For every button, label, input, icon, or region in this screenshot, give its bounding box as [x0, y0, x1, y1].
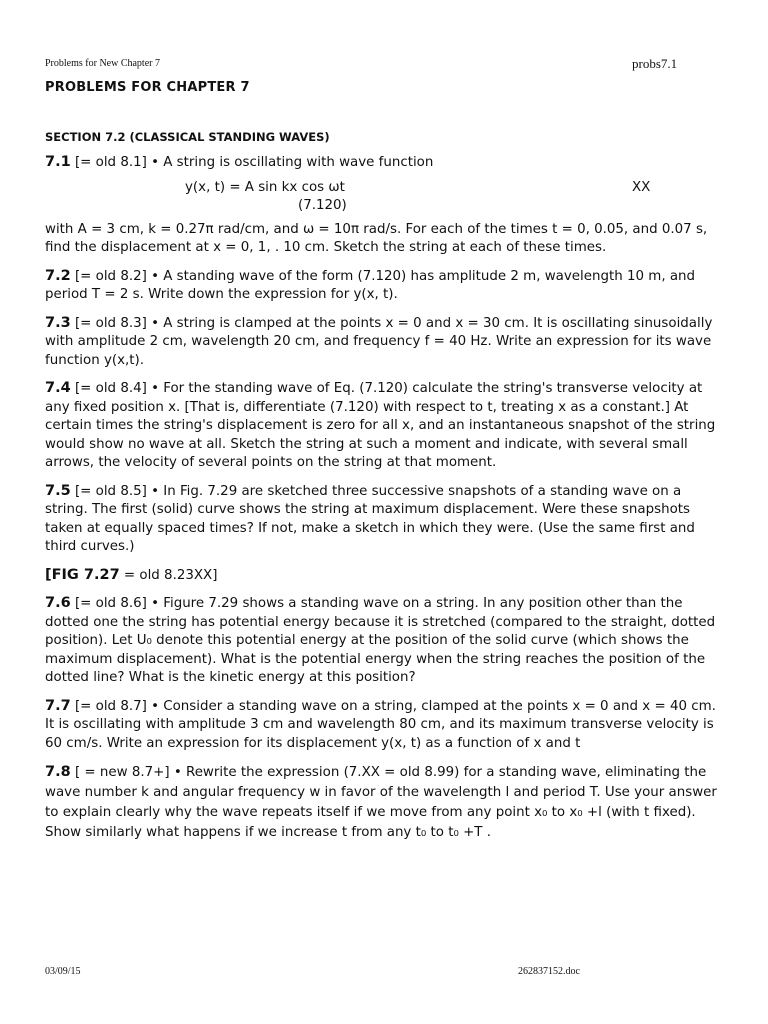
problem-text: [= old 8.5] • In Fig. 7.29 are sketched three successive snapshots of a standing wave on a string. The first (solid) curve shows the string at maximum displacement. Were these snapshots taken at equally spaced times? If not, make a sketch in which they were. (Use the same first and third curves.): [45, 483, 695, 554]
problem-number: 7.4: [45, 380, 71, 396]
problem-7-7: [45, 697, 725, 754]
problem-number: 7.3: [45, 314, 71, 331]
problem-text: [= old 8.1] • A string is oscillating with wave function: [70, 155, 434, 170]
problem-text: [= old 8.2] • A standing wave of the form (7.120) has amplitude 2 m, wavelength 10 m, and period T = 2 s. Write down the expression for y(x, t).: [45, 268, 696, 302]
problem-number: 7.6: [45, 595, 71, 611]
problem-7-4: [45, 379, 725, 473]
problem-number: 7.8: [45, 764, 71, 780]
problem-number: 7.2: [45, 267, 71, 284]
problem-number: 7.7: [45, 697, 71, 714]
problem-7-1-body: with A = 3 cm, k = 0.27π rad/cm, and ω = 10π rad/s. For each of the times t = 0, 0.05, and 0.07 s, find the displacement at x = 0, 1, . 10 cm. Sketch the string at each of these times.: [45, 221, 708, 255]
equation-number-line: [45, 197, 725, 216]
problem-text: [ = new 8.7+] • Rewrite the expression (7.XX = old 8.99) for a standing wave, eliminating the wave number k and angular frequency w in favor of the wavelength l and period T. Use your answer to explain clearly why the wave repeats itself if we move from any point x₀ to x₀ +l (with t fixed). Show similarly what happens if we increase t from any t₀ to t₀ +T .: [45, 765, 717, 840]
page-title: PROBLEMS FOR CHAPTER 7: [45, 80, 250, 95]
problem-text: [= old 8.4] • For the standing wave of Eq. (7.120) calculate the string's transverse velocity at any fixed position x. [That is, differentiate (7.120) with respect to t, treating x as a constant.] At certain times the string's displacement is zero for all x, and an instantaneous snapshot of the string would show no wave at all. Sketch the string at such a moment and indicate, with several small arrows, the velocity of several points on the string at that moment.: [45, 381, 716, 470]
problem-text: [= old 8.3] • A string is clamped at the points x = 0 and x = 30 cm. It is oscillating sinusoidally with amplitude 2 cm, wavelength 20 cm, and frequency f = 40 Hz. Write an expression for its wave function y(x,t).: [45, 315, 713, 368]
header-right: probs7.1: [632, 56, 678, 71]
problem-7-6: [45, 594, 725, 688]
problem-number: 7.5: [45, 482, 71, 499]
header-left: Problems for New Chapter 7: [45, 58, 160, 69]
equation-marker: XX: [632, 179, 651, 195]
figure-reference: [45, 566, 725, 586]
equation-number: (7.120): [298, 197, 347, 213]
problem-7-5: [45, 482, 725, 557]
problem-number: 7.1: [45, 154, 71, 170]
equation-line: [45, 179, 725, 197]
problem-7-3: [45, 314, 725, 371]
problem-text: [= old 8.7] • Consider a standing wave on a string, clamped at the points x = 0 and x = 40 cm. It is oscillating with amplitude 3 cm and wavelength 80 cm, and its maximum transverse velocity is 60 cm/s. Write an expression for its displacement y(x, t) as a function of x and t: [45, 698, 716, 751]
problem-7-2: [45, 267, 725, 305]
problem-7-1: [45, 153, 725, 173]
figure-label: [FIG 7.27: [45, 566, 120, 583]
problems-body: [45, 153, 725, 852]
footer-filename: 262837152.doc: [518, 966, 580, 977]
figure-note: = old 8.23XX]: [119, 567, 218, 583]
problem-text: [= old 8.6] • Figure 7.29 shows a standing wave on a string. In any position other than the dotted one the string has potential energy because it is stretched (compared to the straight, dotted position). Let U₀ denote this potential energy at the position of the solid curve (which shows the maximum displacement). What is the potential energy when the string reaches the position of the dotted line? What is the kinetic energy at this position?: [45, 596, 716, 685]
problem-7-8: [45, 762, 725, 843]
wave-equation: y(x, t) = A sin kx cos ωt: [185, 179, 345, 195]
footer-date: 03/09/15: [45, 966, 81, 977]
section-heading: SECTION 7.2 (CLASSICAL STANDING WAVES): [45, 130, 330, 144]
